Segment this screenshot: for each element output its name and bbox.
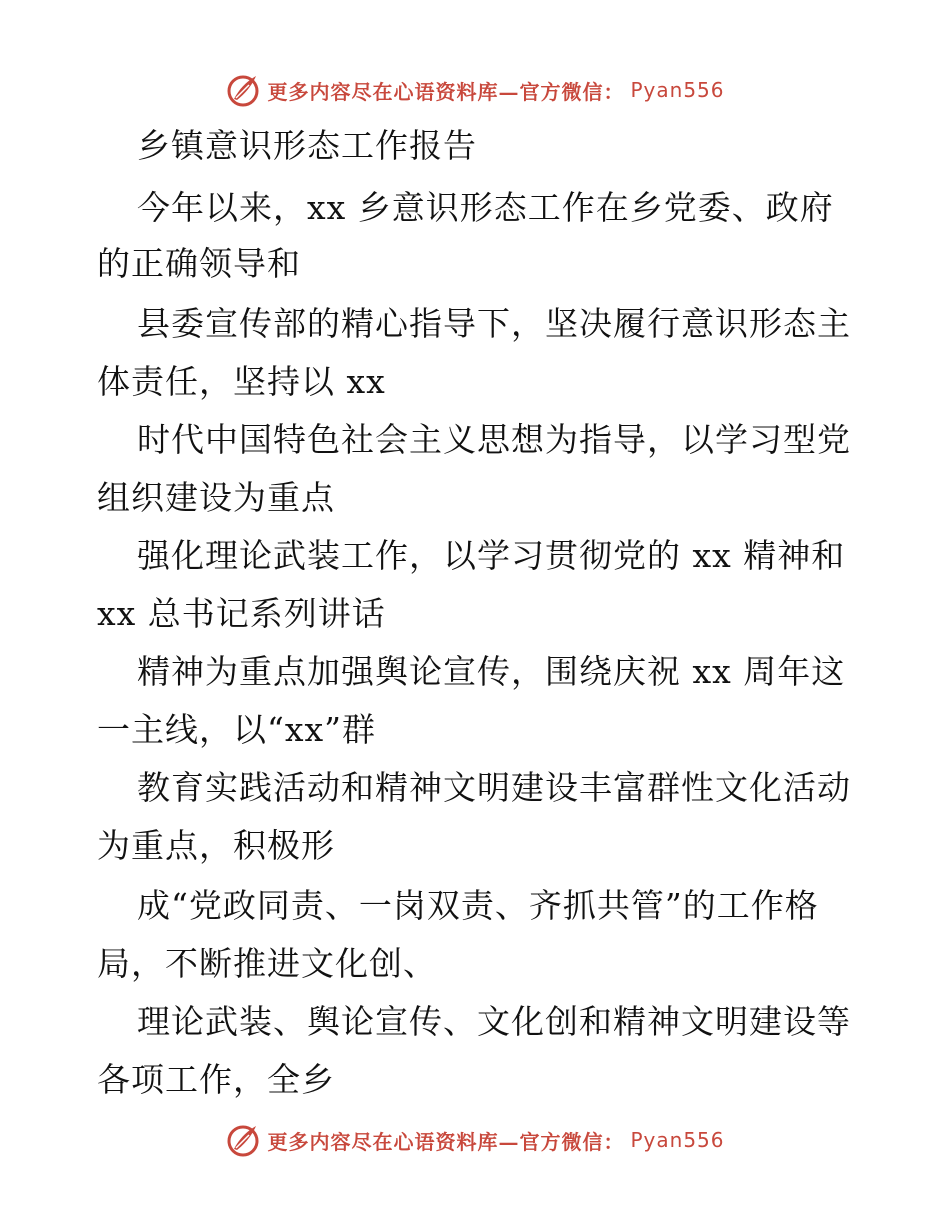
paragraph-line: 教育实践活动和精神文明建设丰富群性文化活动 [137, 768, 851, 807]
watermark-text: 更多内容尽在心语资料库—官方微信： [267, 79, 625, 104]
paragraph-line: 今年以来，xx 乡意识形态工作在乡党委、政府 [137, 188, 834, 227]
paragraph-line: 局，不断推进文化创、 [97, 944, 437, 983]
footer-watermark [0, 1120, 950, 1160]
paragraph-line: 强化理论武装工作，以学习贯彻党的 xx 精神和 [137, 536, 846, 575]
paragraph-line: 理论武装、舆论宣传、文化创和精神文明建设等 [137, 1002, 851, 1041]
paragraph-line: 为重点，积极形 [97, 826, 335, 865]
paragraph-line: 体责任，坚持以 xx [97, 362, 386, 401]
feather-pen-logo-icon [225, 1122, 261, 1158]
watermark-text: 更多内容尽在心语资料库—官方微信： [267, 1129, 625, 1154]
paragraph-line: 县委宣传部的精心指导下，坚决履行意识形态主 [137, 304, 851, 343]
paragraph-line: 各项工作，全乡 [97, 1060, 335, 1099]
paragraph-line: 精神为重点加强舆论宣传，围绕庆祝 xx 周年这 [137, 652, 846, 691]
paragraph-line: 成“党政同责、一岗双责、齐抓共管”的工作格 [137, 886, 819, 925]
watermark-handle: Pyan556 [630, 1128, 725, 1152]
document-title: 乡镇意识形态工作报告 [137, 126, 477, 165]
paragraph-line: xx 总书记系列讲话 [97, 594, 386, 633]
paragraph-line: 的正确领导和 [97, 244, 301, 283]
watermark-handle: Pyan556 [630, 78, 725, 102]
paragraph-line: 一主线，以“xx”群 [97, 710, 376, 749]
paragraph-line: 时代中国特色社会主义思想为指导，以学习型党 [137, 420, 851, 459]
paragraph-line: 组织建设为重点 [97, 478, 335, 517]
